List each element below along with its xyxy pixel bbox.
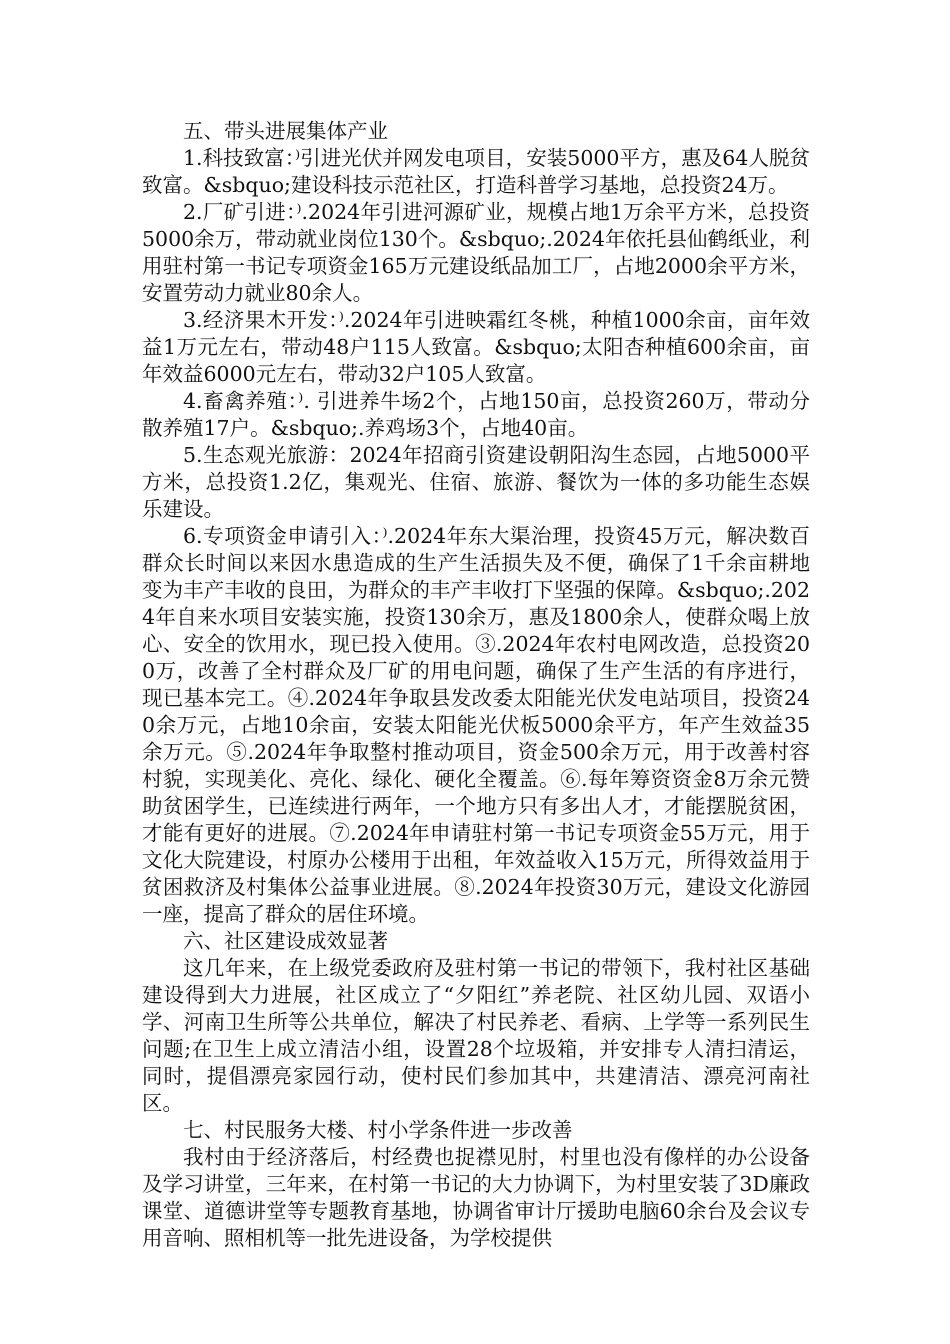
section-heading-7: 七、村民服务大楼、村小学条件进一步改善 [183, 1118, 573, 1142]
document-page [142, 118, 810, 1252]
paragraph-special-funds: 6.专项资金申请引入：⁾.2024年东大渠治理，投资45万元，解决数百群众长时间以来因水患造成的生产生活损失及不便，确保了1千余亩耕地变为丰产丰收的良田，为群众的丰产丰收打下坚强的保障。&sbquo;.2024年自来水项目安装实施，投资130余万，惠及1800余人，使群众喝上放心、安全的饮用水，现已投入使用。③.2024年农村电网改造，总投资200万，改善了全村群众及厂矿的用电问题，确保了生产生活的有序进行，现已基本完工。④.2024年争取县发改委太阳能光伏发电站项目，投资240余万元，占地10余亩，安装太阳能光伏板5000余平方，年产生效益35余万元。⑤.2024年争取整村推动项目，资金500余万元，用于改善村容村貌，实现美化、亮化、绿化、硬化全覆盖。⑥.每年筹资资金8万余元赞助贫困学生，已连续进行两年，一个地方只有多出人才，才能摆脱贫困，才能有更好的进展。⑦.2024年申请驻村第一书记专项资金55万元，用于文化大院建设，村原办公楼用于出租，年效益收入15万元，所得效益用于贫困救济及村集体公益事业进展。⑧.2024年投资30万元，建设文化游园一座，提高了群众的居住环境。 [142, 524, 810, 926]
paragraph-factory: 2.厂矿引进：⁾.2024年引进河源矿业，规模占地1万余平方米，总投资5000余万，带动就业岗位130个。&sbquo;.2024年依托县仙鹤纸业，利用驻村第一书记专项资金165万元建设纸品加工厂，占地2000余平方米，安置劳动力就业80余人。 [142, 200, 810, 305]
paragraph-livestock: 4.畜禽养殖：⁾. 引进养牛场2个，占地150亩，总投资260万，带动分散养殖17户。&sbquo;.养鸡场3个，占地40亩。 [142, 389, 810, 440]
paragraph-service-building: 我村由于经济落后，村经费也捉襟见肘，村里也没有像样的办公设备及学习讲堂，三年来，在村第一书记的大力协调下，为村里安装了3D廉政课堂、道德讲堂等专题教育基地，协调省审计厅援助电脑60余台及会议专用音响、照相机等一批先进设备，为学校提供 [142, 1145, 810, 1250]
section-heading-6: 六、社区建设成效显著 [183, 929, 388, 953]
paragraph-tech: 1.科技致富：⁾引进光伏并网发电项目，安装5000平方，惠及64人脱贫致富。&sbquo;建设科技示范社区，打造科普学习基地，总投资24万。 [142, 146, 810, 197]
paragraph-community: 这几年来，在上级党委政府及驻村第一书记的带领下，我村社区基础建设得到大力进展，社区成立了“夕阳红”养老院、社区幼儿园、双语小学、河南卫生所等公共单位，解决了村民养老、看病、上学等一系列民生问题;在卫生上成立清洁小组，设置28个垃圾箱，并安排专人清扫清运，同时，提倡漂亮家园行动，使村民们参加其中，共建清洁、漂亮河南社区。 [142, 956, 810, 1115]
section-heading-5: 五、带头进展集体产业 [183, 119, 388, 143]
paragraph-eco-tourism: 5.生态观光旅游：2024年招商引资建设朝阳沟生态园，占地5000平方米，总投资1.2亿，集观光、住宿、旅游、餐饮为一体的多功能生态娱乐建设。 [142, 443, 810, 521]
paragraph-fruit-trees: 3.经济果木开发：⁾.2024年引进映霜红冬桃，种植1000余亩，亩年效益1万元左右，带动48户115人致富。&sbquo;太阳杏种植600余亩，亩年效益6000元左右，带动32户105人致富。 [142, 308, 810, 386]
